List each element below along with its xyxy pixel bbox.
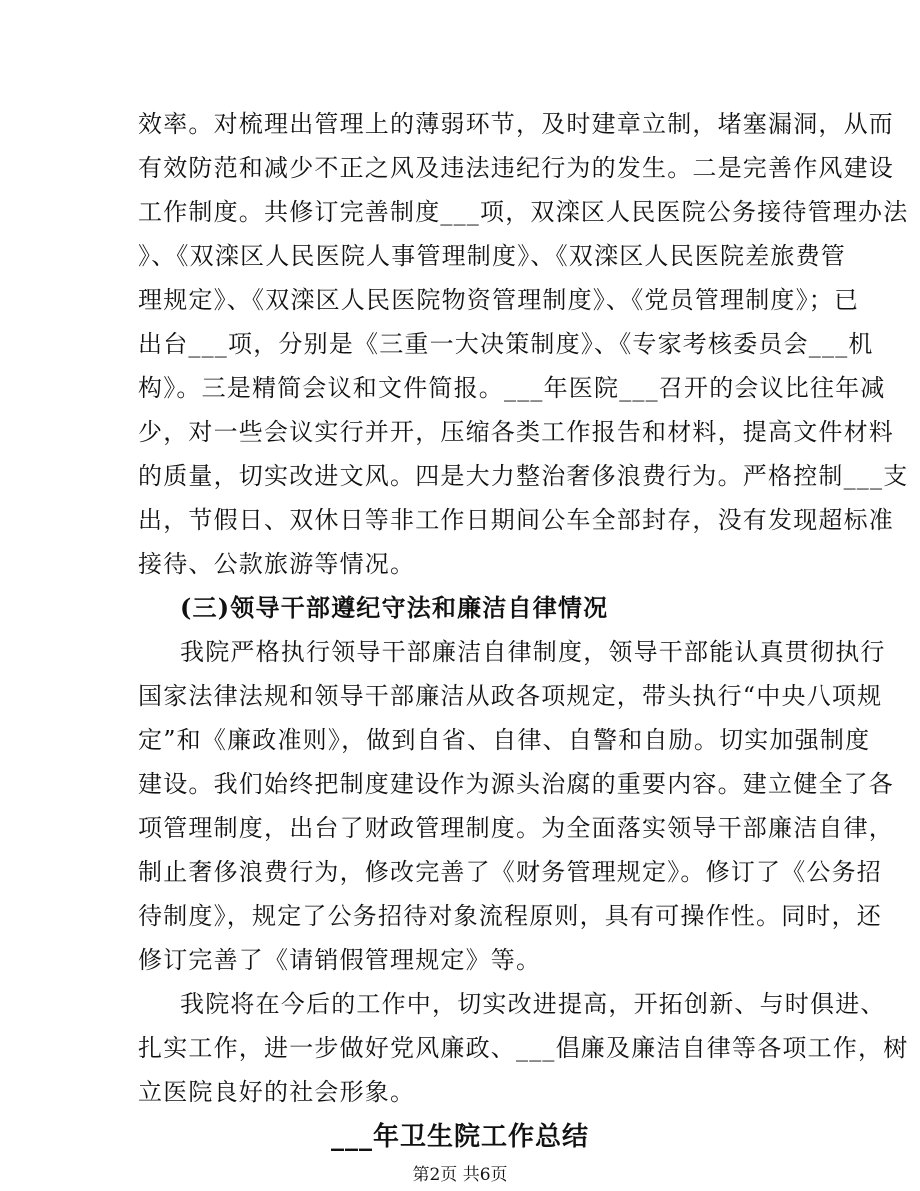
paragraph-line: 接待、公款旅游等情况。: [138, 550, 416, 578]
paragraph-line: 理规定》、《双滦区人民医院物资管理制度》、《党员管理制度》；已: [138, 286, 860, 314]
paragraph-line: 制止奢侈浪费行为，修改完善了《财务管理规定》。修订了《公务招: [138, 858, 882, 886]
document-title: ___年卫生院工作总结: [330, 1122, 589, 1152]
paragraph-line: 有效防范和减少不正之风及违法违纪行为的发生。二是完善作风建设: [138, 154, 894, 182]
paragraph-line: 的质量，切实改进文风。四是大力整治奢侈浪费行为。严格控制___支: [138, 462, 909, 490]
paragraph-line: 建设。我们始终把制度建设作为源头治腐的重要内容。建立健全了各: [138, 770, 894, 798]
paragraph-line: 构》。三是精简会议和文件简报。___年医院___召开的会议比往年减: [138, 374, 886, 402]
paragraph-line: 立医院良好的社会形象。: [138, 1078, 416, 1106]
paragraph-line: 工作制度。共修订完善制度___项，双滦区人民医院公务接待管理办法: [138, 198, 909, 226]
paragraph-line: 待制度》，规定了公务招待对象流程原则，具有可操作性。同时，还: [138, 902, 882, 930]
paragraph-line: 修订完善了《请销假管理规定》等。: [138, 946, 542, 974]
paragraph-line: 》、《双滦区人民医院人事管理制度》、《双滦区人民医院差旅费管: [138, 242, 846, 270]
paragraph-line: 国家法律法规和领导干部廉洁从政各项规定，带头执行“中央八项规: [138, 682, 883, 710]
paragraph-line: 扎实工作，进一步做好党风廉政、___倡廉及廉洁自律等各项工作，树: [138, 1034, 909, 1062]
paragraph-line: 定”和《廉政准则》，做到自省、自律、自警和自励。切实加强制度: [138, 726, 871, 754]
paragraph-line: 项管理制度，出台了财政管理制度。为全面落实领导干部廉洁自律，: [138, 814, 894, 842]
paragraph-line: 我院将在今后的工作中，切实改进提高，开拓创新、与时俱进、: [180, 990, 886, 1018]
paragraph-line: 出台___项，分别是《三重一大决策制度》、《专家考核委员会___机: [138, 330, 874, 358]
paragraph-line: 出，节假日、双休日等非工作日期间公车全部封存，没有发现超标准: [138, 506, 894, 534]
paragraph-line: 效率。对梳理出管理上的薄弱环节，及时建章立制，堵塞漏洞，从而: [138, 110, 894, 138]
paragraph-line: 我院严格执行领导干部廉洁自律制度，领导干部能认真贯彻执行: [180, 638, 886, 666]
page-number: 第2页 共6页: [412, 1165, 508, 1185]
paragraph-line: 少，对一些会议实行并开，压缩各类工作报告和材料，提高文件材料: [138, 418, 894, 446]
section-heading: (三)领导干部遵纪守法和廉洁自律情况: [180, 593, 609, 622]
